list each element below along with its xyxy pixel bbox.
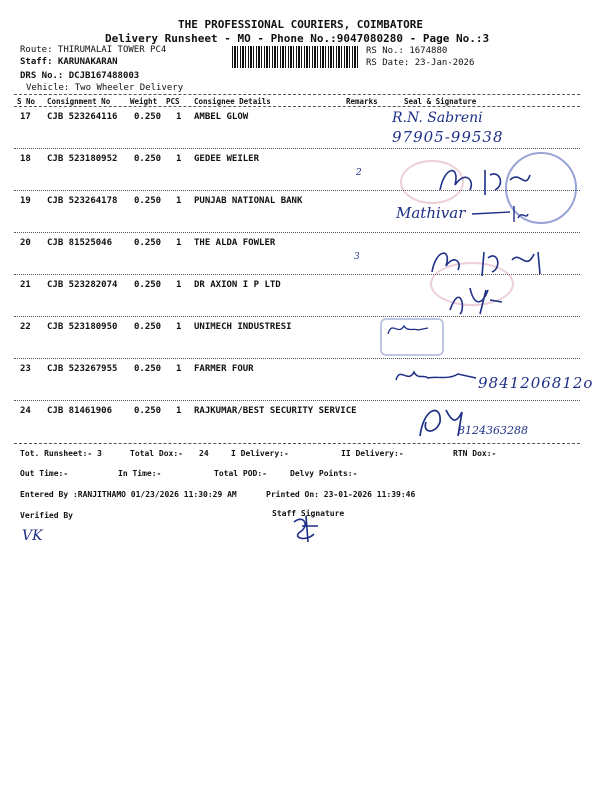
row-pcs: 1 [176,238,182,248]
row-consignment: CJB 523264116 [47,112,118,122]
row-weight: 0.250 [134,238,162,248]
handwritten-phone-24: 8124363288 [458,424,528,437]
row-divider [14,316,580,317]
row-sno: 17 [20,112,31,122]
row-sno: 21 [20,280,31,290]
table-bottom-divider [14,443,580,444]
signature-scribble-19 [470,200,530,226]
handwritten-signature-19: Mathivar [396,204,466,222]
row-consignment: CJB 523180952 [47,154,118,164]
signature-scribble-22 [384,316,434,340]
row-consignee: GEDEE WEILER [194,154,260,164]
col-consignment: Consignment No [47,97,111,106]
col-sno: S No [17,97,36,106]
total-pod: Total POD:- [214,469,267,478]
row-consignee: DR AXION I P LTD [194,280,281,290]
row-consignee: UNIMECH INDUSTRESI [194,322,292,332]
entered-by: Entered By :RANJITHAMO 01/23/2026 11:30:29 AM [20,490,237,499]
rs-number: RS No.: 1674880 [366,46,448,56]
row-consignee: RAJKUMAR/BEST SECURITY SERVICE [194,406,357,416]
printed-on: Printed On: 23-01-2026 11:39:46 [266,490,416,499]
delvy-points: Delvy Points:- [290,469,358,478]
row-sno: 20 [20,238,31,248]
ii-delivery: II Delivery:- [341,449,404,458]
row-consignment: CJB 523282074 [47,280,118,290]
row-sno: 22 [20,322,31,332]
signature-scribble-20 [422,240,552,280]
col-pcs: PCS [166,97,180,106]
barcode [232,46,360,68]
row-remark: 2 [356,168,362,178]
row-divider [14,400,580,401]
company-title: THE PROFESSIONAL COURIERS, COIMBATORE [178,18,424,31]
row-weight: 0.250 [134,322,162,332]
row-consignment: CJB 81525046 [47,238,113,248]
row-pcs: 1 [176,364,182,374]
row-pcs: 1 [176,322,182,332]
i-delivery: I Delivery:- [231,449,289,458]
row-consignment: CJB 523267955 [47,364,118,374]
in-time: In Time:- [118,469,162,478]
row-sno: 24 [20,406,31,416]
total-dox-label: Total Dox:- [130,449,183,458]
row-sno: 19 [20,196,31,206]
row-pcs: 1 [176,406,182,416]
handwritten-signature-17: R.N. Sabreni [392,110,483,126]
row-pcs: 1 [176,280,182,290]
row-weight: 0.250 [134,364,162,374]
row-divider [14,232,580,233]
row-sno: 23 [20,364,31,374]
col-seal: Seal & Signature [404,97,477,106]
vehicle-line: Vehicle: Two Wheeler Delivery [26,83,184,93]
staff-line: Staff: KARUNAKARAN [20,57,118,67]
row-weight: 0.250 [134,112,162,122]
row-consignment: CJB 523264178 [47,196,118,206]
row-weight: 0.250 [134,280,162,290]
runsheet-subtitle: Delivery Runsheet - MO - Phone No.:9047080280 - Page No.:3 [105,32,490,45]
staff-signature-label: Staff Signature [272,509,345,518]
row-pcs: 1 [176,196,182,206]
row-consignment: CJB 81461906 [47,406,113,416]
row-divider [14,148,580,149]
rtn-dox: RTN Dox:- [453,449,497,458]
drs-line: DRS No.: DCJB167488003 [20,71,140,81]
col-weight: Weight [130,97,158,106]
row-consignee: FARMER FOUR [194,364,254,374]
signature-scribble-23 [392,360,482,390]
route-line: Route: THIRUMALAI TOWER PC4 [20,45,167,55]
staff-signature-scribble [288,512,328,548]
header-divider-bottom [14,106,580,107]
row-sno: 18 [20,154,31,164]
row-weight: 0.250 [134,154,162,164]
handwritten-phone-23: 9841206812o [478,374,594,392]
signature-scribble-18 [430,160,550,200]
row-consignment: CJB 523180950 [47,322,118,332]
row-divider [14,358,580,359]
row-consignee: THE ALDA FOWLER [194,238,276,248]
col-remarks: Remarks [346,97,378,106]
row-weight: 0.250 [134,406,162,416]
row-pcs: 1 [176,154,182,164]
tot-runsheet: Tot. Runsheet:- 3 [20,449,102,458]
out-time: Out Time:- [20,469,69,478]
verified-by-label: Verified By [20,511,73,520]
row-consignee: AMBEL GLOW [194,112,249,122]
rs-date: RS Date: 23-Jan-2026 [366,58,475,68]
col-consignee: Consignee Details [194,97,271,106]
handwritten-phone-17: 97905-99538 [392,128,504,146]
header-divider-top [14,94,580,95]
row-weight: 0.250 [134,196,162,206]
signature-scribble-21 [440,280,510,316]
row-pcs: 1 [176,112,182,122]
row-consignee: PUNJAB NATIONAL BANK [194,196,303,206]
row-remark: 3 [354,252,360,262]
total-dox-value: 24 [199,449,209,458]
verified-initials: VK [22,528,43,544]
